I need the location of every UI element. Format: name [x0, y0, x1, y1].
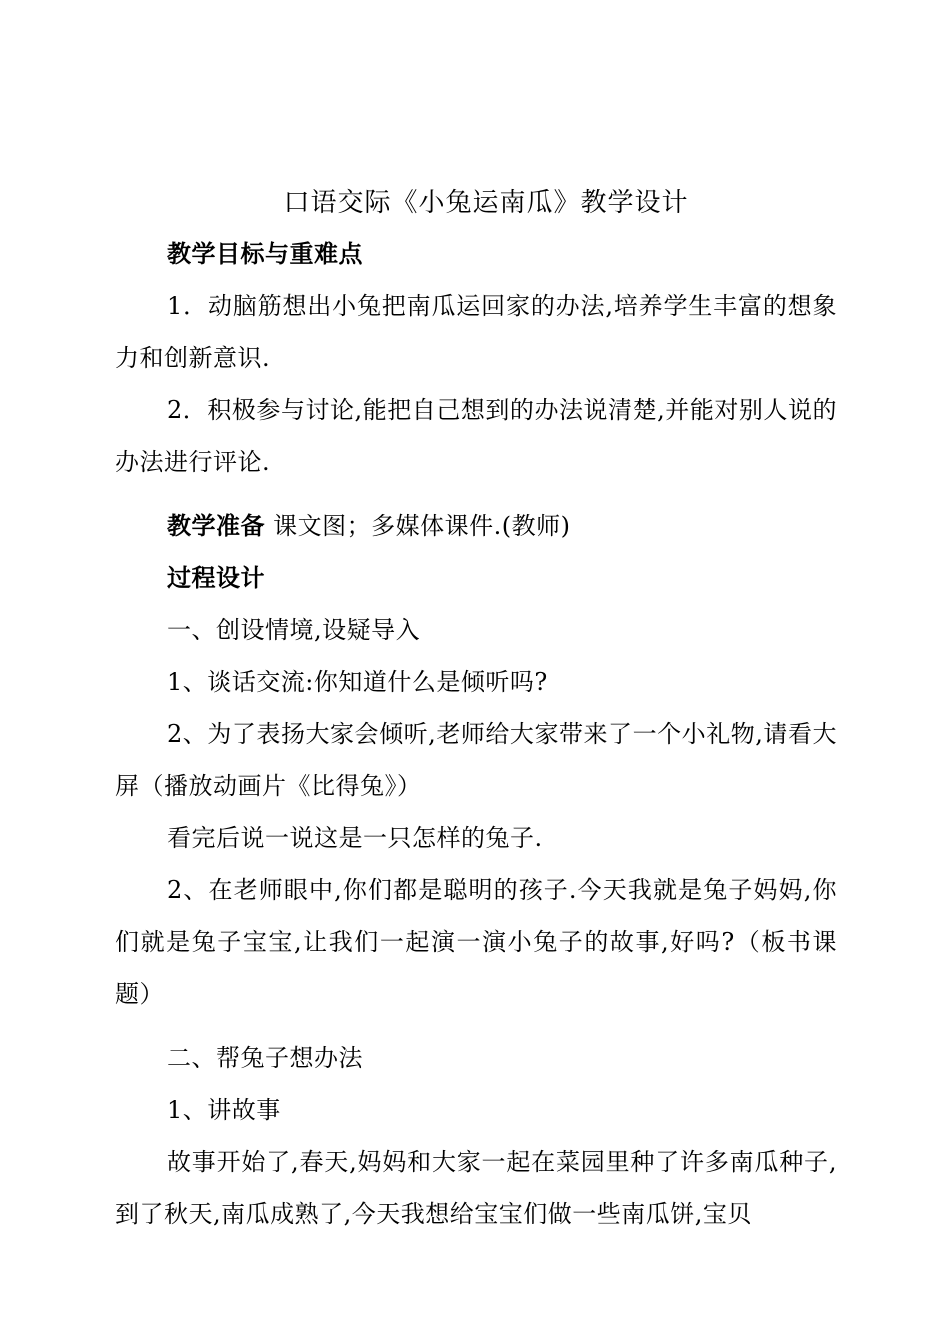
step-1-1: 1、谈话交流:你知道什么是倾听吗?	[167, 668, 548, 696]
prep-text: 课文图；多媒体课件.(教师)	[265, 512, 571, 540]
document-page	[115, 180, 837, 1240]
step-1-2b: 看完后说一说这是一只怎样的兔子.	[167, 824, 543, 852]
objective-2: 2．积极参与讨论,能把自己想到的办法说清楚,并能对别人说的办法进行评论.	[115, 396, 837, 476]
prep-label: 教学准备	[167, 512, 265, 540]
objectives-heading: 教学目标与重难点	[167, 240, 363, 268]
step-1-2: 2、为了表扬大家会倾听,老师给大家带来了一个小礼物,请看大屏（播放动画片《比得兔》）	[115, 720, 837, 800]
section-2-heading: 二、帮兔子想办法	[167, 1044, 363, 1072]
story-paragraph: 故事开始了,春天,妈妈和大家一起在菜园里种了许多南瓜种子,到了秋天,南瓜成熟了,今天我想给宝宝们做一些南瓜饼,宝贝	[115, 1148, 837, 1228]
prep-paragraph	[115, 500, 837, 552]
objective-1: 1．动脑筋想出小兔把南瓜运回家的办法,培养学生丰富的想象力和创新意识.	[115, 292, 837, 372]
step-2-1: 1、讲故事	[167, 1096, 281, 1124]
section-1-heading: 一、创设情境,设疑导入	[167, 616, 421, 644]
step-1-3: 2、在老师眼中,你们都是聪明的孩子.今天我就是兔子妈妈,你们就是兔子宝宝,让我们一起演一演小兔子的故事,好吗?（板书课题）	[115, 876, 837, 1008]
process-heading: 过程设计	[167, 564, 265, 592]
document-title: 口语交际《小兔运南瓜》教学设计	[283, 188, 689, 218]
